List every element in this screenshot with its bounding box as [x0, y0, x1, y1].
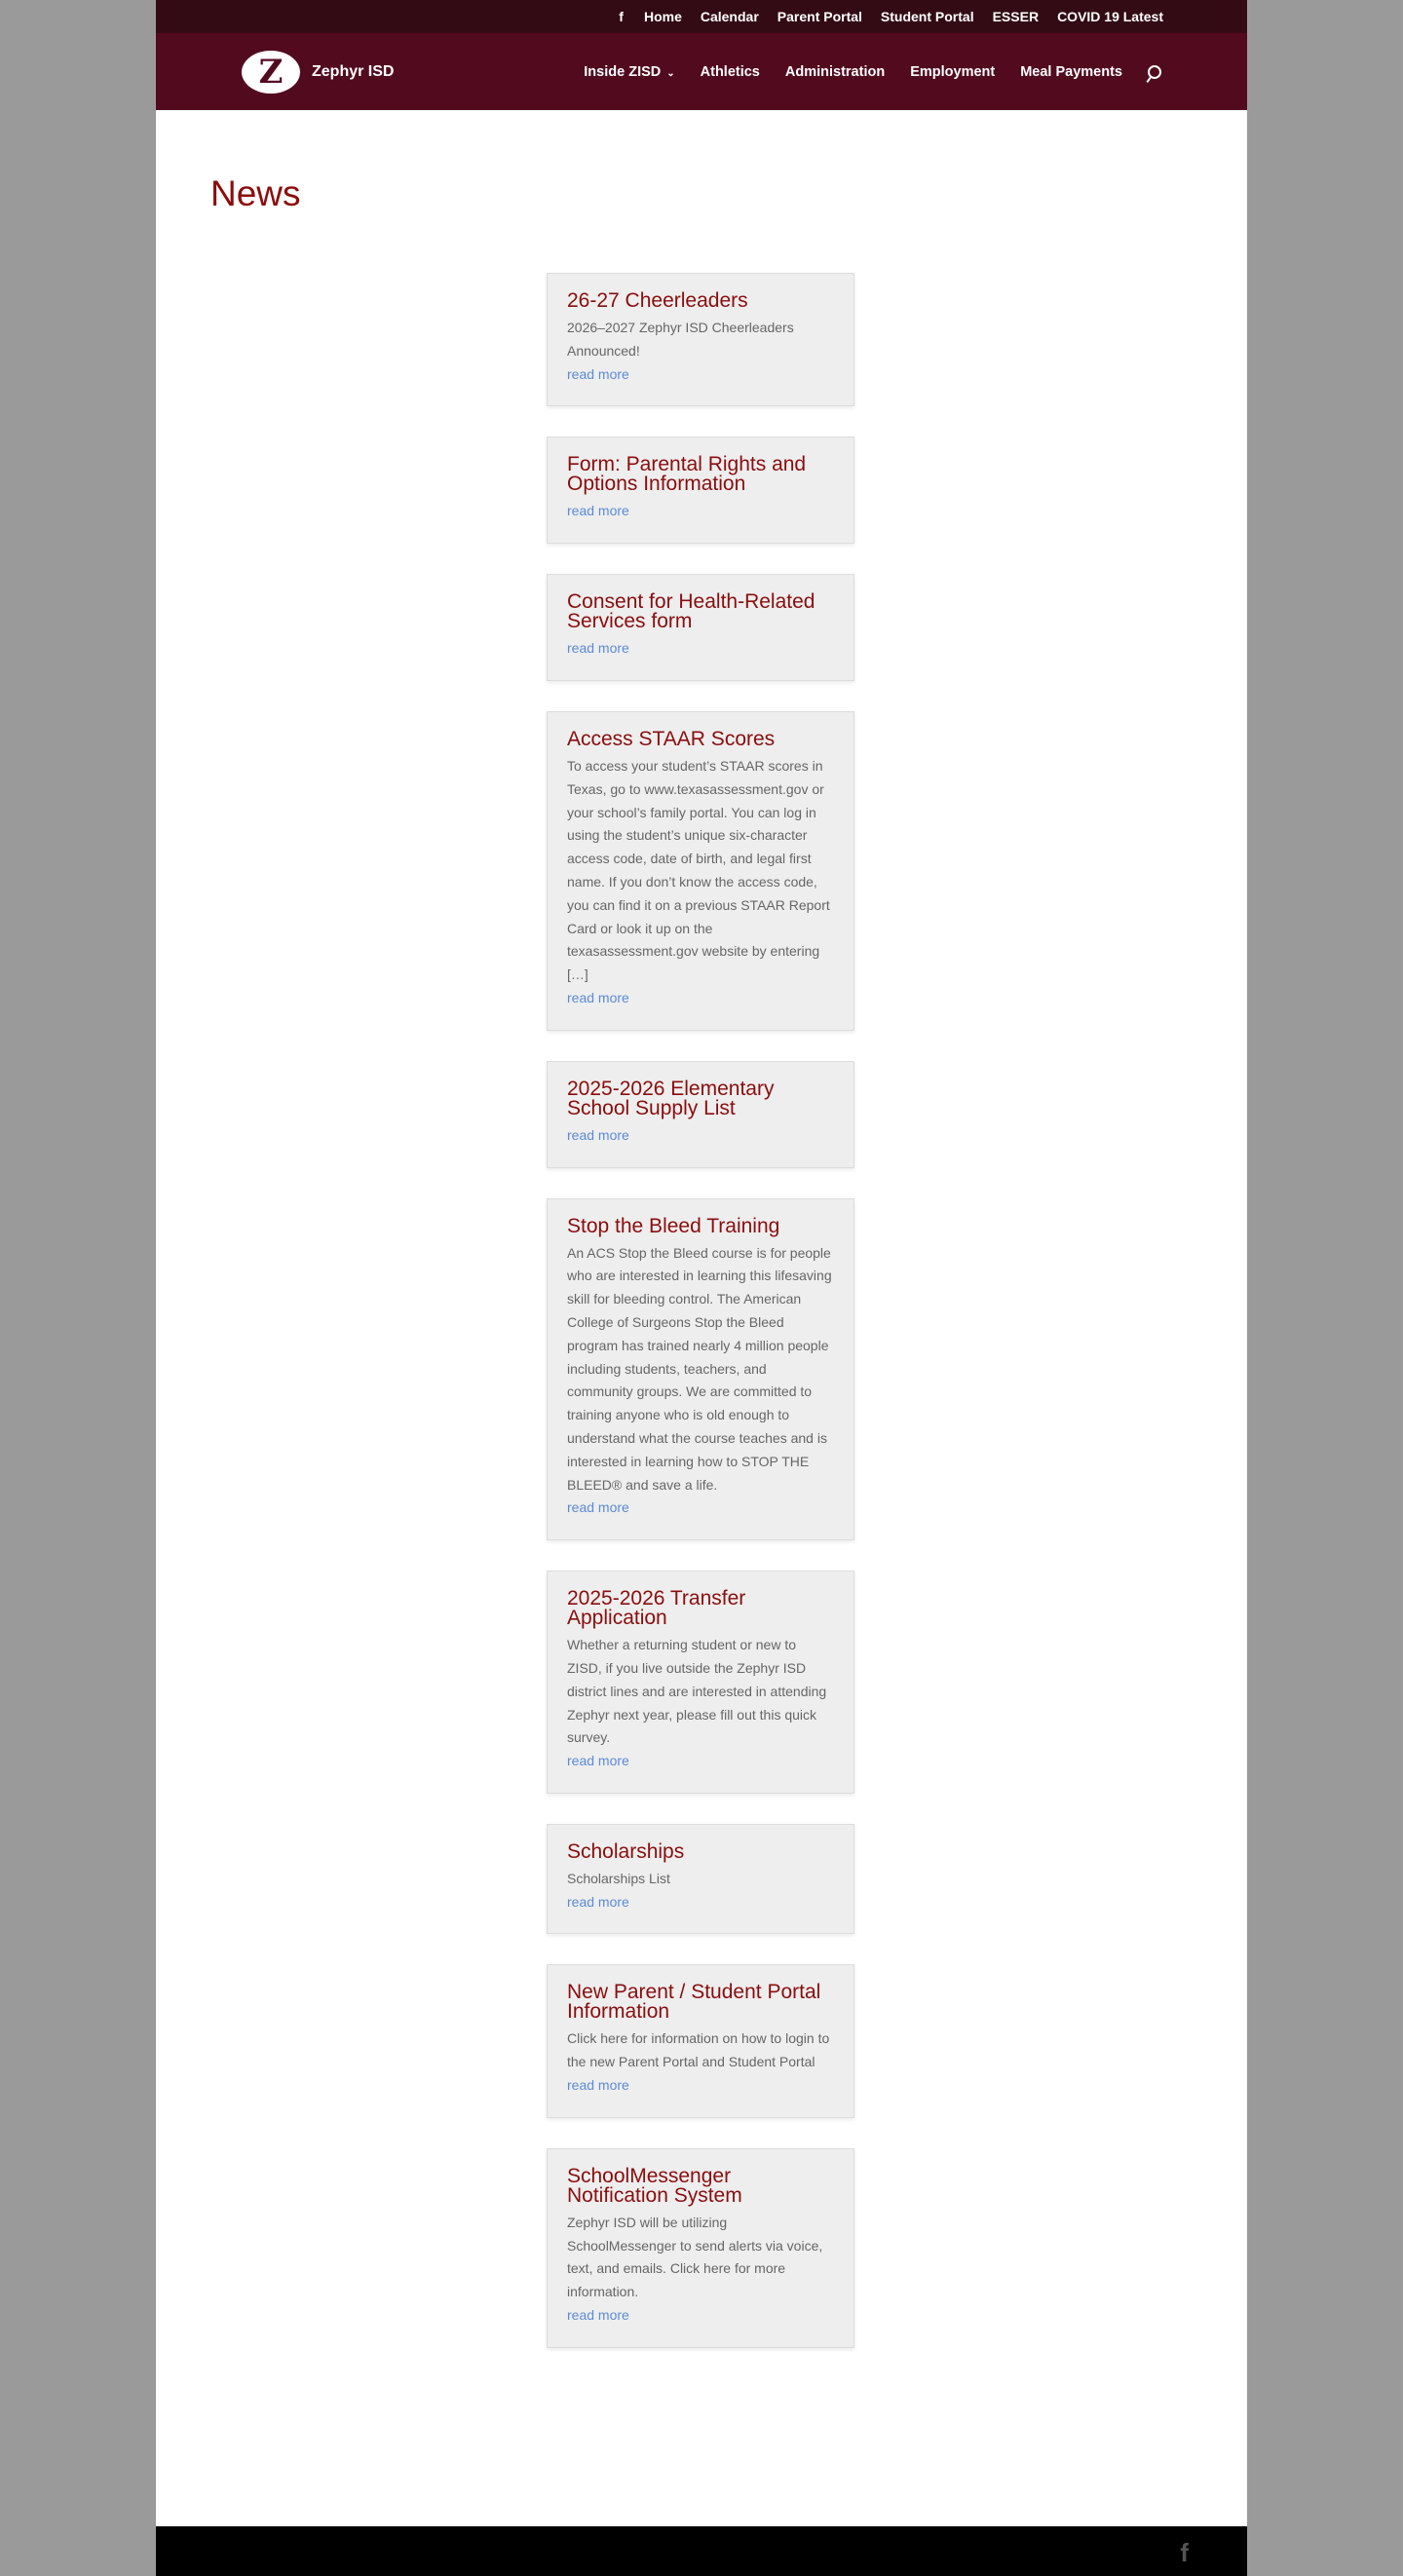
search-icon[interactable]	[1148, 65, 1161, 79]
news-card	[547, 1061, 854, 1168]
read-more-link[interactable]: read more	[567, 2077, 629, 2094]
top-bar	[156, 0, 1247, 33]
read-more-link[interactable]: read more	[567, 640, 629, 657]
top-link-esser[interactable]: ESSER	[992, 9, 1040, 24]
news-title[interactable]: 2025-2026 Elementary School Supply List	[567, 1077, 775, 1119]
news-excerpt: Click here for information on how to login to the new Parent Portal and Student Portal	[567, 2030, 830, 2070]
top-link-student-portal[interactable]: Student Portal	[880, 9, 974, 24]
news-card	[547, 711, 854, 1031]
news-card	[547, 436, 854, 544]
read-more-link[interactable]: read more	[567, 2307, 629, 2324]
top-link-home[interactable]: Home	[643, 9, 682, 24]
news-card	[547, 1964, 854, 2117]
facebook-icon[interactable]: f	[619, 9, 624, 24]
facebook-icon[interactable]: f	[1180, 2538, 1189, 2567]
news-excerpt: 2026–2027 Zephyr ISD Cheerleaders Announced!	[567, 320, 794, 359]
news-title[interactable]: Consent for Health-Related Services form	[567, 590, 815, 633]
page	[156, 0, 1247, 2576]
news-title[interactable]: Scholarships	[567, 1839, 685, 1863]
main-header	[156, 33, 1247, 110]
news-card	[547, 574, 854, 681]
nav-employment[interactable]: Employment	[910, 63, 996, 80]
news-card	[547, 1571, 854, 1794]
site-name: Zephyr ISD	[312, 62, 395, 80]
nav-athletics[interactable]: Athletics	[700, 63, 760, 80]
footer	[156, 2526, 1247, 2576]
top-link-parent-portal[interactable]: Parent Portal	[777, 9, 862, 24]
news-excerpt: Scholarships List	[567, 1870, 670, 1886]
read-more-link[interactable]: read more	[567, 1499, 629, 1516]
top-link-covid[interactable]: COVID 19 Latest	[1057, 9, 1163, 24]
news-title[interactable]: Form: Parental Rights and Options Information	[567, 453, 807, 496]
news-card	[547, 1824, 854, 1935]
news-card	[547, 1198, 854, 1541]
nav-administration[interactable]: Administration	[784, 63, 886, 80]
main-nav	[584, 33, 1161, 110]
logo-icon: Z	[242, 51, 300, 94]
read-more-link[interactable]: read more	[567, 989, 629, 1005]
nav-meal-payments[interactable]: Meal Payments	[1020, 63, 1122, 80]
news-card	[547, 273, 854, 406]
chevron-down-icon: ⌄	[666, 67, 675, 79]
news-title[interactable]: 2025-2026 Transfer Application	[567, 1587, 746, 1630]
news-excerpt: To access your student’s STAAR scores in Texas, go to www.texasassessment.gov or your school’s family portal. You can log in using the student’s unique six-character access code, date of birth, and legal first name. If you don’t know the access code, you can find it on a previous STAAR Report Card or look it up on the texasassessment.gov website by entering […]	[567, 757, 830, 983]
news-title[interactable]: 26-27 Cheerleaders	[567, 289, 748, 312]
nav-inside-zisd[interactable]	[584, 64, 674, 80]
read-more-link[interactable]: read more	[567, 1126, 629, 1143]
read-more-link[interactable]: read more	[567, 365, 629, 382]
page-title: News	[210, 173, 301, 213]
top-link-calendar[interactable]: Calendar	[700, 9, 759, 24]
news-title[interactable]: SchoolMessenger Notification System	[567, 2164, 742, 2207]
news-list	[547, 273, 854, 2378]
news-card	[547, 2148, 854, 2348]
read-more-link[interactable]: read more	[567, 503, 629, 519]
news-excerpt: Zephyr ISD will be utilizing SchoolMessenger to send alerts via voice, text, and emails. Click here for more information.	[567, 2214, 823, 2300]
news-title[interactable]: Stop the Bleed Training	[567, 1214, 780, 1237]
news-title[interactable]: Access STAAR Scores	[567, 727, 776, 750]
news-title[interactable]: New Parent / Student Portal Information	[567, 1981, 821, 2024]
logo[interactable]	[242, 51, 394, 94]
read-more-link[interactable]: read more	[567, 1753, 629, 1769]
news-excerpt: An ACS Stop the Bleed course is for people who are interested in learning this lifesaving skill for bleeding control. The American College of Surgeons Stop the Bleed program has trained nearly 4 million people including students, teachers, and community groups. We are committed to training anyone who is old enough to understand what the course teaches and is interested in learning how to STOP THE BLEED® and save a life.	[567, 1244, 832, 1493]
nav-label: Inside ZISD	[584, 63, 662, 80]
news-excerpt: Whether a returning student or new to ZISD, if you live outside the Zephyr ISD district lines and are interested in attending Zephyr next year, please fill out this quick survey.	[567, 1637, 827, 1746]
read-more-link[interactable]: read more	[567, 1893, 629, 1910]
